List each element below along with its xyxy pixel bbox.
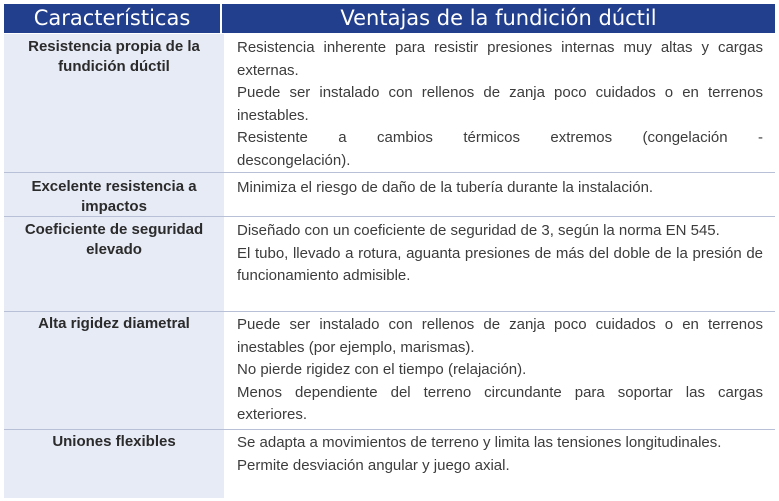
advantage-item: Resistencia inherente para resistir presiones internas muy altas y cargas externas.: [237, 39, 763, 79]
advantage-item: Puede ser instalado con rellenos de zanja poco cuidados o en terrenos inestables (por ejemplo, marismas).: [237, 316, 763, 356]
header-advantages: Ventajas de la fundición dúctil: [222, 4, 775, 33]
advantage-item: Diseñado con un coeficiente de seguridad de 3, según la norma EN 545.: [237, 222, 720, 239]
feature-cell: Resistencia propia de la fundición dúctil: [4, 34, 224, 172]
advantage-item: Menos dependiente del terreno circundante para soportar las cargas exteriores.: [237, 383, 763, 423]
advantage-item: Permite desviación angular y juego axial.: [237, 456, 510, 474]
table-row: [4, 430, 775, 498]
header-characteristics: Características: [4, 4, 220, 33]
advantage-item: Minimiza el riesgo de daño de la tubería durante la instalación.: [237, 179, 654, 196]
feature-cell: Uniones flexibles: [4, 430, 224, 498]
advantages-cell: [224, 430, 775, 498]
advantages-table: [4, 4, 775, 498]
table-row: [4, 217, 775, 311]
advantage-item: descongelación).: [237, 151, 351, 169]
advantages-cell: [224, 217, 775, 311]
table-row: [4, 173, 775, 216]
advantage-item: Resistente a cambios térmicos extremos (congelación -: [237, 129, 763, 146]
table-row: [4, 34, 775, 172]
table-row: [4, 312, 775, 429]
advantages-cell: [224, 173, 775, 216]
feature-cell: Alta rigidez diametral: [4, 312, 224, 429]
advantages-cell: [224, 312, 775, 429]
feature-cell: Excelente resistencia a impactos: [4, 173, 224, 216]
advantages-cell: [224, 34, 775, 172]
advantage-item: No pierde rigidez con el tiempo (relajación).: [237, 361, 527, 378]
advantage-item: Se adapta a movimientos de terreno y limita las tensiones longitudinales.: [237, 434, 722, 451]
advantage-item: El tubo, llevado a rotura, aguanta presiones de más del doble de la presión de funcionamiento admisible.: [237, 244, 763, 284]
feature-cell: Coeficiente de seguridad elevado: [4, 217, 224, 311]
advantage-item: Puede ser instalado con rellenos de zanja poco cuidados o en terrenos inestables.: [237, 84, 763, 124]
